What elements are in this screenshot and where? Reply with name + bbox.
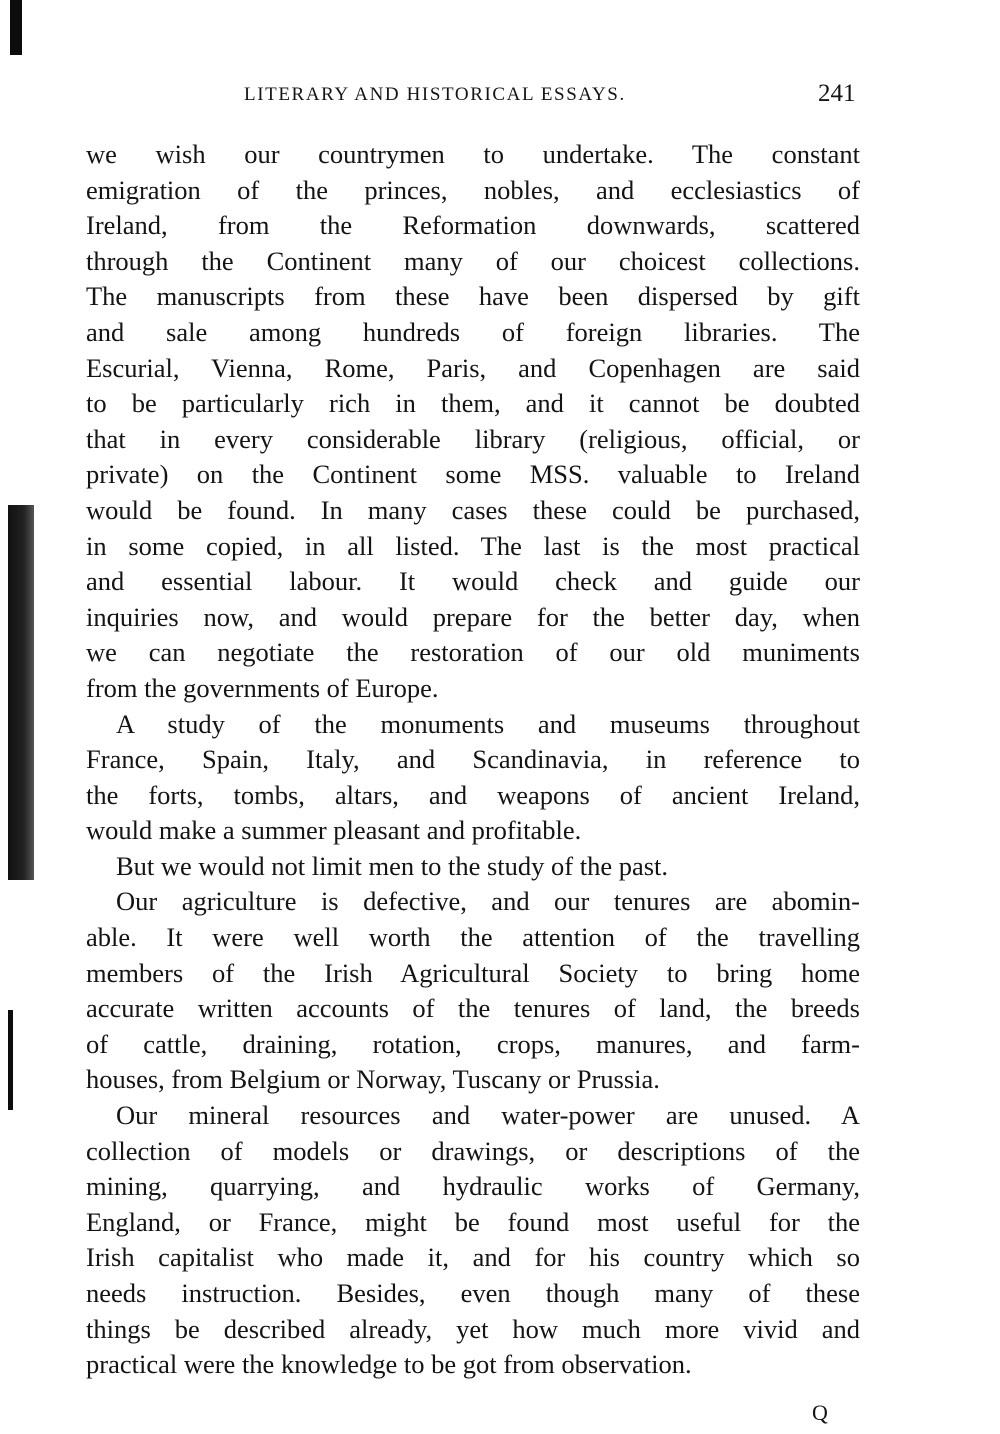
scan-edge-mark-bottom (8, 1010, 13, 1110)
text-line: Ireland, from the Reformation downwards, scattered (86, 210, 860, 241)
text-line: we wish our countrymen to undertake. The constant (86, 139, 860, 169)
text-line: England, or France, might be found most useful for the (86, 1206, 860, 1237)
signature-mark: Q (812, 1400, 828, 1425)
text-line: private) on the Continent some MSS. valuable to Ireland (86, 459, 860, 490)
single-line-paragraph: But we would not limit men to the study of the past. (116, 850, 669, 881)
text-line: needs instruction. Besides, even though many of these (86, 1278, 860, 1308)
text-line: emigration of the princes, nobles, and ecclesiastics of (86, 174, 860, 205)
text-line: to be particularly rich in them, and it cannot be doubted (86, 388, 860, 419)
text-line: Escurial, Vienna, Rome, Paris, and Copenhagen are said (86, 352, 860, 383)
text-line: and essential labour. It would check and guide our (86, 566, 860, 597)
text-line: in some copied, in all listed. The last is the most practical (86, 530, 860, 561)
running-head: LITERARY AND HISTORICAL ESSAYS. (244, 84, 626, 105)
text-line: Irish capitalist who made it, and for his country which so (86, 1242, 860, 1273)
text-line: the forts, tombs, altars, and weapons of ancient Ireland, (86, 779, 860, 810)
text-line: inquiries now, and would prepare for the better day, when (86, 601, 860, 632)
paragraph-end-line: from the governments of Europe. (86, 672, 439, 703)
paragraph-start-line: A study of the monuments and museums throughout (116, 708, 860, 739)
text-line: and sale among hundreds of foreign libraries. The (86, 316, 860, 347)
text-line: accurate written accounts of the tenures of land, the breeds (86, 993, 860, 1024)
text-line: The manuscripts from these have been dispersed by gift (86, 281, 860, 312)
paragraph-end-line: would make a summer pleasant and profitable. (86, 815, 582, 846)
text-line: collection of models or drawings, or descriptions of the (86, 1135, 860, 1166)
body-text (86, 137, 860, 1383)
text-line: things be described already, yet how much more vivid and (86, 1313, 860, 1344)
paragraph-start-line: Our agriculture is defective, and our tenures are abomin- (116, 886, 860, 917)
paragraph-end-line: houses, from Belgium or Norway, Tuscany or Prussia. (86, 1064, 660, 1095)
text-line: through the Continent many of our choicest collections. (86, 245, 860, 276)
text-line: able. It were well worth the attention of the travelling (86, 922, 860, 953)
text-line: mining, quarrying, and hydraulic works of Germany, (86, 1171, 860, 1202)
text-line: of cattle, draining, rotation, crops, manures, and farm- (86, 1028, 860, 1059)
text-line: we can negotiate the restoration of our old muniments (86, 637, 860, 668)
text-line: France, Spain, Italy, and Scandinavia, in reference to (86, 744, 860, 775)
text-line: practical were the knowledge to be got from observation. (86, 1349, 692, 1380)
text-line: would be found. In many cases these could be purchased, (86, 494, 860, 525)
page-number: 241 (818, 80, 856, 107)
scan-edge-mark-middle (8, 505, 34, 880)
text-line: members of the Irish Agricultural Society to bring home (86, 957, 860, 988)
scan-edge-mark-top (10, 0, 22, 55)
paragraph-start-line: Our mineral resources and water-power are unused. A (116, 1100, 860, 1131)
text-line: that in every considerable library (religious, official, or (86, 423, 860, 454)
